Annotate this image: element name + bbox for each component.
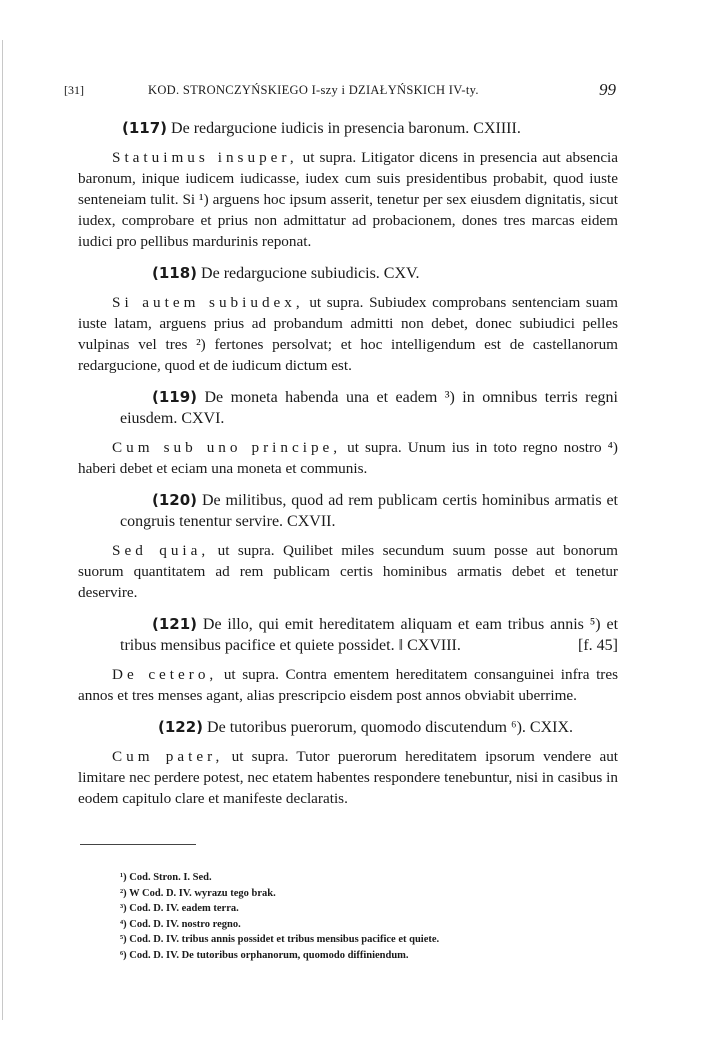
- section-heading: [78, 490, 618, 532]
- section-heading: [78, 263, 618, 284]
- section-heading: [78, 387, 618, 429]
- paragraph-body: ut supra. Quilibet miles secundum suum posse aut bonorum suorum quantitatem ad rem publicam certis hominibus armatis debet et tenetur deservire.: [78, 542, 618, 601]
- footnote-item: ⁴) Cod. D. IV. nostro regno.: [120, 918, 241, 930]
- page-number: 99: [599, 80, 616, 99]
- heading-text: De illo, qui emit hereditatem aliquam et eam tribus annis ⁵) et tribus mensibus pacifice et quiete possidet. ‖ CXVIII.: [120, 616, 619, 654]
- running-head-left: [31]: [64, 83, 84, 97]
- footnote-item: ⁵) Cod. D. IV. tribus annis possidet et tribus mensibus pacifice et quiete.: [120, 934, 440, 945]
- footnote-rule: [80, 844, 196, 845]
- section-heading: [78, 118, 618, 139]
- incipit: Cum sub uno principe,: [112, 439, 342, 456]
- incipit: Si autem subiudex,: [112, 294, 304, 311]
- section-121: [78, 614, 618, 706]
- section-number: (117): [122, 119, 168, 137]
- section-paragraph: [78, 147, 618, 252]
- paragraph-body: ut supra. Contra ementem hereditatem consanguinei infra tres annos et tres menses agant, alias prescripcio eisdem post annos obviabit uberrime.: [78, 666, 618, 704]
- section-117: [78, 118, 618, 252]
- section-paragraph: [78, 664, 618, 706]
- section-paragraph: [78, 540, 618, 603]
- paragraph-body: ut supra. Unum ius in toto regno nostro ⁴) haberi debet et eciam una moneta et communis.: [78, 439, 618, 477]
- incipit: Sed quia,: [112, 542, 210, 559]
- footnote-item: ¹) Cod. Stron. I. Sed.: [120, 872, 212, 883]
- section-paragraph: [78, 292, 618, 376]
- section-heading: [78, 717, 618, 738]
- heading-text: De militibus, quod ad rem publicam certis hominibus armatis et congruis tenentur servire. CXVII.: [120, 492, 619, 530]
- running-head-title: KOD. STRONCZYŃSKIEGO I-szy i DZIAŁYŃSKICH IV-ty.: [148, 83, 479, 97]
- section-paragraph: [78, 746, 618, 809]
- section-number: (120): [152, 491, 198, 509]
- page-edge-line: [2, 40, 3, 1020]
- paragraph-body: ut supra. Tutor puerorum hereditatem ipsorum vendere aut limitare nec perdere potest, nec etatem habentes respondere tenebuntur, nisi in casibus in eodem capitulo clare et manifeste declaratis.: [78, 748, 619, 807]
- paragraph-body: ut supra. Subiudex comprobans sentenciam suam iuste latam, arguens prius ad probandum admitti non debet, donec subiudici pelles vulpinas vel tres ²) fertones persolvat; et hoc intelligendum est de castellanorum redargucione, quod et de iudicum dictum est.: [78, 294, 618, 374]
- footnote-item: ⁶) Cod. D. IV. De tutoribus orphanorum, quomodo diffiniendum.: [120, 949, 409, 961]
- section-119: [78, 387, 618, 479]
- incipit: Statuimus insuper,: [112, 149, 298, 166]
- running-head: [64, 80, 636, 102]
- paragraph-body: ut supra. Litigator dicens in presencia aut absencia baronum, inique iudicem iudicasse, iudex cum suis presidentibus probabit, quod iuste senteneiam tulit. Si ¹) arguens hoc ipsum asserit, tenetur per sex eiusdem dignitatis, sicut iudex, comprobare et prius non admittatur ad probacionem, dones tres marcas eidem iudici pro pellibus mardurinis reponat.: [78, 149, 619, 250]
- section-120: [78, 490, 618, 603]
- footnote-item: ²) W Cod. D. IV. wyrazu tego brak.: [120, 887, 276, 899]
- footnotes: [120, 870, 600, 963]
- folio-marker: [f. 45]: [578, 637, 618, 654]
- heading-text: De redargucione subiudicis. CXV.: [201, 265, 420, 282]
- section-number: (119): [152, 388, 198, 406]
- heading-text: De redargucione iudicis in presencia baronum. CXIIII.: [171, 120, 521, 137]
- section-heading: [78, 614, 618, 656]
- footnote-item: ³) Cod. D. IV. eadem terra.: [120, 903, 239, 914]
- incipit: De cetero,: [112, 666, 218, 683]
- section-number: (118): [152, 264, 198, 282]
- section-122: [78, 717, 618, 809]
- incipit: Cum pater,: [112, 748, 224, 765]
- heading-text: De moneta habenda una et eadem ³) in omnibus terris regni eiusdem. CXVI.: [120, 389, 619, 427]
- main-text: [78, 118, 618, 820]
- heading-text: De tutoribus puerorum, quomodo discutendum ⁶). CXIX.: [207, 719, 574, 736]
- section-118: [78, 263, 618, 376]
- section-number: (121): [152, 615, 198, 633]
- section-paragraph: [78, 437, 618, 479]
- section-number: (122): [158, 718, 204, 736]
